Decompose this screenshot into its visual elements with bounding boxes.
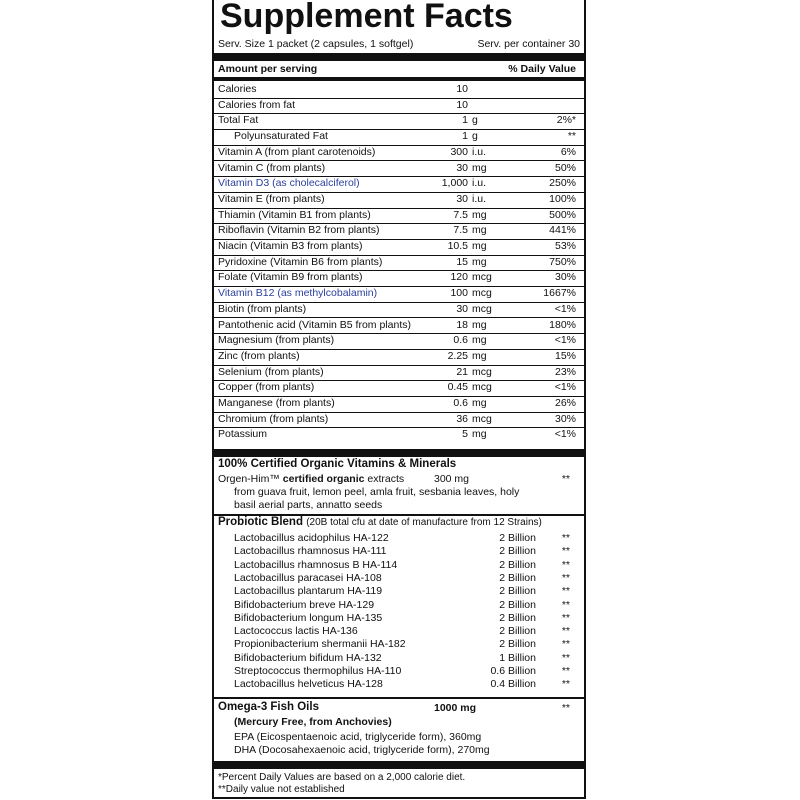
nutrient-amount [424, 82, 514, 98]
nutrient-amount [424, 412, 514, 428]
nutrient-amount [424, 270, 514, 286]
amount-value: 30 [456, 302, 468, 315]
supplement-facts-panel [212, 0, 586, 799]
probiotic-row [214, 638, 584, 651]
nutrient-row [214, 82, 584, 99]
nutrient-dv: 26% [554, 397, 576, 409]
amount-unit: g [472, 114, 478, 127]
nutrient-amount [424, 333, 514, 349]
amount-unit: mg [472, 349, 487, 362]
amount-value: 7.5 [453, 208, 468, 221]
strain-amount: 1 Billion [499, 651, 536, 664]
strain-amount: 2 Billion [499, 625, 536, 638]
omega-dv: ** [561, 702, 570, 714]
nutrient-amount [424, 302, 514, 318]
amount-unit: mcg [472, 381, 492, 394]
organic-certified: certified organic [282, 473, 365, 485]
strain-name: Lactococcus lactis HA-136 [234, 625, 358, 638]
nutrient-row [214, 318, 584, 335]
nutrient-row [214, 113, 584, 130]
nutrient-name: Pantothenic acid (Vitamin B5 from plants) [218, 318, 411, 331]
probiotic-row [214, 572, 584, 585]
probiotic-row [214, 625, 584, 638]
nutrient-amount [424, 396, 514, 412]
nutrient-row [214, 333, 584, 350]
thick-divider [214, 53, 584, 61]
column-header [218, 63, 576, 75]
omega-amount: 1000 mg [434, 702, 477, 714]
nutrient-amount [424, 129, 514, 145]
strain-dv: ** [561, 598, 570, 611]
strain-amount: 2 Billion [499, 571, 536, 584]
dv-header: % Daily Value [508, 63, 576, 75]
nutrient-name: Folate (Vitamin B9 from plants) [218, 271, 363, 284]
organic-heading: 100% Certified Organic Vitamins & Minerals [218, 458, 457, 470]
nutrient-amount [424, 145, 514, 161]
strain-amount: 0.6 Billion [490, 665, 536, 677]
nutrient-name: Vitamin C (from plants) [218, 161, 326, 174]
amount-unit: mg [472, 161, 487, 174]
strain-name: Bifidobacterium breve HA-129 [234, 598, 375, 611]
amount-unit: mg [472, 397, 487, 409]
amount-unit: i.u. [472, 177, 487, 190]
thick-divider [214, 761, 584, 769]
strain-amount: 2 Billion [499, 558, 536, 571]
strain-dv: ** [561, 638, 570, 651]
nutrient-dv: 1667% [543, 287, 576, 300]
nutrient-name: Total Fat [218, 114, 259, 127]
amount-value: 10 [456, 83, 468, 95]
nutrient-dv: 50% [554, 161, 576, 174]
strain-amount: 2 Billion [499, 532, 536, 544]
nutrient-name: Vitamin E (from plants) [218, 192, 325, 205]
nutrient-dv: 100% [549, 192, 576, 205]
nutrient-name: Thiamin (Vitamin B1 from plants) [218, 208, 371, 221]
amount-header: Amount per serving [218, 63, 318, 75]
amount-value: 30 [456, 161, 468, 174]
organic-dv: ** [561, 473, 570, 485]
nutrient-row [214, 380, 584, 397]
organic-extracts: extracts [367, 473, 405, 485]
omega-note: (Mercury Free, from Anchovies) [234, 716, 392, 728]
amount-unit: mg [472, 240, 487, 252]
nutrient-row [214, 145, 584, 162]
amount-unit: mg [472, 318, 487, 331]
probiotic-row [214, 532, 584, 545]
nutrient-row [214, 302, 584, 319]
omega-epa: EPA (Eicospentaenoic acid, triglyceride form), 360mg [234, 731, 482, 743]
amount-value: 100 [450, 287, 468, 300]
nutrient-row [214, 255, 584, 272]
nutrient-row [214, 176, 584, 193]
amount-unit: g [472, 130, 478, 143]
strain-dv: ** [561, 611, 570, 624]
nutrient-row [214, 98, 584, 115]
strain-dv: ** [561, 585, 570, 598]
nutrient-row [214, 412, 584, 429]
strain-name: Propionibacterium shermanii HA-182 [234, 638, 406, 651]
nutrient-name: Potassium [218, 428, 268, 441]
amount-value: 2.25 [447, 349, 468, 362]
nutrient-dv: 15% [554, 349, 576, 362]
nutrient-row [214, 349, 584, 366]
nutrient-row [214, 286, 584, 303]
probiotic-row [214, 585, 584, 598]
nutrient-name: Pyridoxine (Vitamin B6 from plants) [218, 255, 383, 268]
nutrient-name: Magnesium (from plants) [218, 334, 335, 347]
nutrient-amount [424, 161, 514, 177]
nutrient-row [214, 365, 584, 382]
amount-value: 0.6 [453, 334, 468, 347]
amount-unit: mg [472, 334, 487, 347]
amount-value: 30 [456, 192, 468, 205]
amount-unit: mcg [472, 271, 492, 284]
strain-dv: ** [561, 651, 570, 664]
probiotic-row [214, 652, 584, 665]
amount-value: 21 [456, 365, 468, 378]
nutrient-dv: ** [567, 130, 576, 143]
nutrient-amount [424, 223, 514, 239]
organic-line [218, 473, 404, 486]
strain-amount: 0.4 Billion [490, 678, 536, 691]
probiotic-row [214, 665, 584, 678]
nutrient-dv: <1% [554, 334, 576, 347]
strain-name: Streptococcus thermophilus HA-110 [234, 665, 402, 677]
amount-unit: mg [472, 428, 487, 441]
nutrient-dv: <1% [554, 381, 576, 394]
footnote-1: *Percent Daily Values are based on a 2,000 calorie diet. [218, 772, 466, 783]
nutrient-amount [424, 98, 514, 114]
amount-value: 1 [462, 114, 468, 127]
nutrient-dv: 53% [554, 240, 576, 252]
strain-amount: 2 Billion [499, 598, 536, 611]
strain-name: Lactobacillus rhamnosus B HA-114 [234, 558, 398, 571]
probiotic-row [214, 545, 584, 558]
nutrient-row [214, 208, 584, 225]
serving-size: Serv. Size 1 packet (2 capsules, 1 softgel) [218, 38, 414, 50]
amount-unit: mcg [472, 302, 492, 315]
amount-value: 1 [462, 130, 468, 143]
nutrient-name: Biotin (from plants) [218, 302, 307, 315]
nutrient-amount [424, 286, 514, 302]
nutrient-name: Selenium (from plants) [218, 365, 324, 378]
amount-value: 1,000 [441, 177, 468, 190]
nutrient-row [214, 223, 584, 240]
nutrient-row [214, 192, 584, 209]
strain-dv: ** [561, 665, 570, 677]
amount-value: 10 [456, 98, 468, 111]
nutrient-row [214, 161, 584, 178]
nutrient-amount [424, 318, 514, 334]
nutrient-name: Riboflavin (Vitamin B2 from plants) [218, 224, 380, 237]
nutrient-dv: 500% [549, 208, 576, 221]
nutrient-dv: 30% [554, 412, 576, 425]
nutrient-row [214, 129, 584, 146]
strain-amount: 2 Billion [499, 611, 536, 624]
nutrient-name: Manganese (from plants) [218, 397, 335, 409]
strain-name: Bifidobacterium longum HA-135 [234, 611, 383, 624]
nutrient-amount [424, 176, 514, 192]
nutrient-dv: 23% [554, 365, 576, 378]
nutrient-name: Vitamin A (from plant carotenoids) [218, 145, 376, 158]
nutrient-name: Niacin (Vitamin B3 from plants) [218, 240, 363, 252]
strain-name: Lactobacillus paracasei HA-108 [234, 571, 382, 584]
nutrient-row [214, 270, 584, 287]
strain-name: Lactobacillus acidophilus HA-122 [234, 532, 389, 544]
amount-unit: mcg [472, 365, 492, 378]
amount-value: 0.45 [447, 381, 468, 394]
omega-heading: Omega-3 Fish Oils [218, 701, 319, 713]
probiotic-row [214, 599, 584, 612]
strain-dv: ** [561, 625, 570, 638]
nutrient-dv: <1% [554, 302, 576, 315]
amount-unit: mg [472, 255, 487, 268]
strain-amount: 2 Billion [499, 585, 536, 598]
nutrient-amount [424, 349, 514, 365]
strain-dv: ** [561, 558, 570, 571]
nutrient-amount [424, 255, 514, 271]
probiotic-heading-line [218, 516, 542, 528]
nutrient-dv: 30% [554, 271, 576, 284]
strain-dv: ** [561, 678, 570, 691]
nutrient-row [214, 427, 584, 443]
nutrient-dv: 750% [549, 255, 576, 268]
nutrient-amount [424, 208, 514, 224]
organic-desc-2: basil aerial parts, annatto seeds [234, 499, 383, 511]
nutrient-name: Polyunsaturated Fat [234, 130, 328, 143]
amount-value: 10.5 [447, 240, 468, 252]
amount-value: 5 [462, 428, 468, 441]
probiotic-row [214, 559, 584, 572]
amount-unit: mg [472, 224, 487, 237]
nutrient-dv: 6% [560, 145, 576, 158]
nutrient-amount [424, 239, 514, 255]
thick-divider [214, 449, 584, 457]
medium-divider [214, 77, 584, 81]
organic-desc-1: from guava fruit, lemon peel, amla fruit, sesbania leaves, holy [234, 486, 520, 498]
amount-unit: mcg [472, 287, 492, 300]
nutrient-amount [424, 113, 514, 129]
amount-value: 120 [450, 271, 468, 284]
organic-brand: Orgen-Him™ [218, 473, 280, 485]
nutrient-name: Zinc (from plants) [218, 349, 300, 362]
strain-amount: 2 Billion [499, 545, 536, 558]
strain-dv: ** [561, 545, 570, 558]
nutrient-amount [424, 192, 514, 208]
nutrient-name: Chromium (from plants) [218, 412, 329, 425]
amount-value: 36 [456, 412, 468, 425]
omega-dha: DHA (Docosahexaenoic acid, triglyceride form), 270mg [234, 744, 490, 756]
amount-unit: i.u. [472, 145, 487, 158]
nutrient-amount [424, 380, 514, 396]
strain-name: Lactobacillus rhamnosus HA-111 [234, 545, 387, 558]
amount-value: 18 [456, 318, 468, 331]
strain-dv: ** [561, 571, 570, 584]
nutrient-row [214, 396, 584, 413]
probiotic-note: (20B total cfu at date of manufacture from 12 Strains) [306, 517, 542, 528]
nutrient-dv: 250% [549, 177, 576, 190]
nutrient-name: Calories from fat [218, 98, 296, 111]
strain-name: Bifidobacterium bifidum HA-132 [234, 651, 382, 664]
probiotic-row [214, 612, 584, 625]
servings-per-container: Serv. per container 30 [477, 38, 580, 50]
nutrient-name: Vitamin B12 (as methylcobalamin) [218, 287, 378, 300]
amount-value: 15 [456, 255, 468, 268]
strain-dv: ** [561, 532, 570, 544]
probiotic-row [214, 678, 584, 691]
strain-name: Lactobacillus plantarum HA-119 [234, 585, 383, 598]
nutrient-amount [424, 365, 514, 381]
strain-amount: 2 Billion [499, 638, 536, 651]
nutrient-dv: 441% [549, 224, 576, 237]
nutrient-name: Calories [218, 83, 257, 95]
amount-value: 300 [450, 145, 468, 158]
organic-amount: 300 mg [434, 473, 470, 485]
nutrient-name: Copper (from plants) [218, 381, 315, 394]
amount-value: 7.5 [453, 224, 468, 237]
amount-value: 0.6 [453, 397, 468, 409]
probiotic-heading: Probiotic Blend [218, 516, 303, 528]
footnote-2: **Daily value not established [218, 784, 345, 795]
nutrient-dv: 180% [549, 318, 576, 331]
panel-title: Supplement Facts [220, 0, 513, 35]
amount-unit: mg [472, 208, 487, 221]
nutrient-dv: <1% [554, 428, 576, 441]
divider [214, 697, 584, 699]
amount-unit: i.u. [472, 192, 487, 205]
nutrient-dv: 2%* [556, 114, 576, 127]
amount-unit: mcg [472, 412, 492, 425]
nutrient-name: Vitamin D3 (as cholecalciferol) [218, 177, 360, 190]
strain-name: Lactobacillus helveticus HA-128 [234, 678, 383, 691]
nutrient-amount [424, 427, 514, 443]
nutrient-row [214, 239, 584, 256]
serving-info [218, 38, 580, 50]
